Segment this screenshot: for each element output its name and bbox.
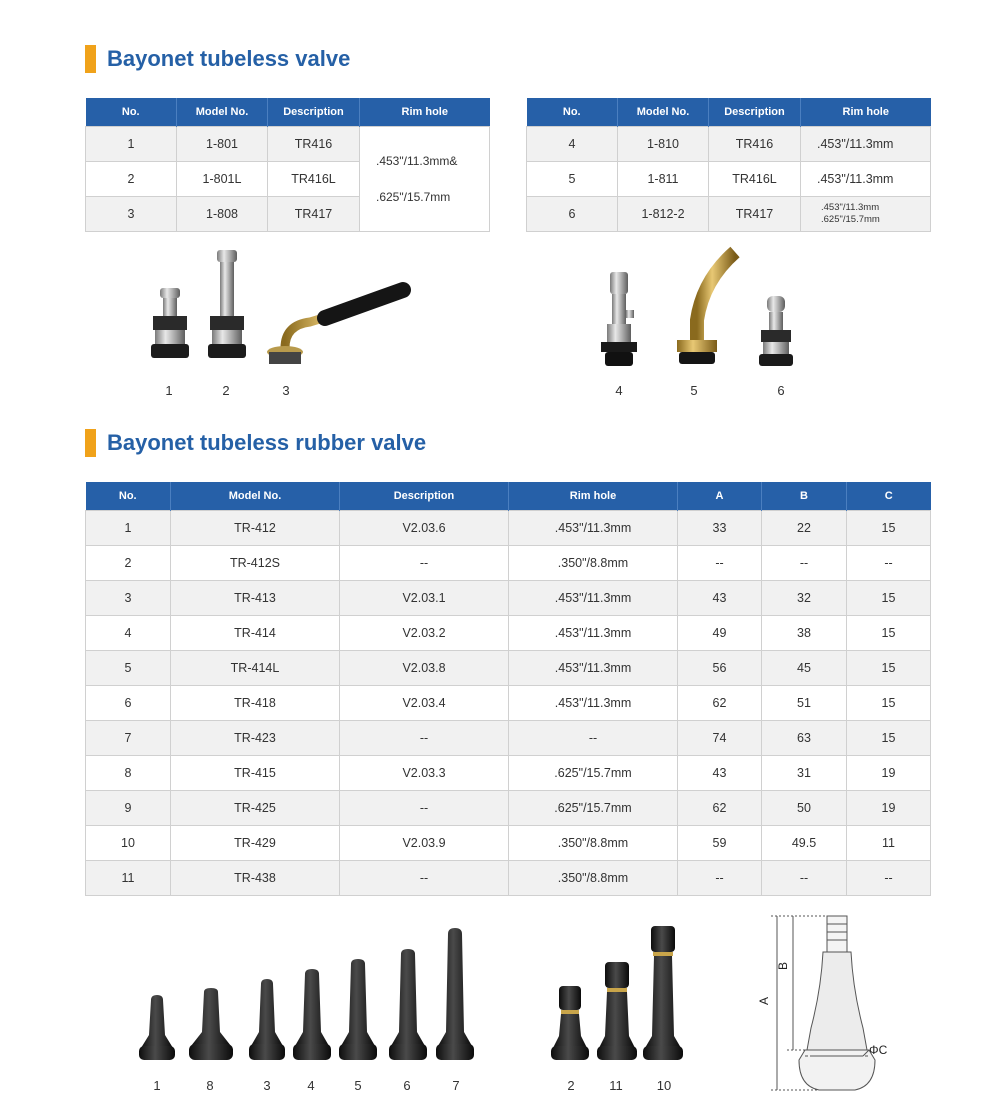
table-row xyxy=(86,685,931,720)
rim-hole-line-2: .625"/15.7mm xyxy=(376,189,451,204)
rim-hole-line-1: .453"/11.3mm xyxy=(821,201,880,213)
rubber-valve-8-image xyxy=(189,988,233,1060)
rubber-valve-7-image xyxy=(436,928,474,1060)
cell-no: 4 xyxy=(527,126,618,161)
cell-model: 1-811 xyxy=(618,161,709,196)
cell-a: 56 xyxy=(678,650,762,685)
col-header-no: No. xyxy=(527,98,618,126)
cell-a: 43 xyxy=(678,755,762,790)
table-row xyxy=(86,580,931,615)
valve-5-image xyxy=(677,252,735,364)
photo-label: 7 xyxy=(452,1078,460,1093)
cell-model: TR-412 xyxy=(171,510,340,545)
cell-b: -- xyxy=(762,860,847,895)
photo-label: 2 xyxy=(567,1078,575,1093)
photo-label: 6 xyxy=(403,1078,411,1093)
cell-no: 1 xyxy=(86,126,177,161)
table-row xyxy=(86,755,931,790)
valve-2-image xyxy=(208,250,246,358)
photo-label: 5 xyxy=(690,383,698,398)
cell-description: TR416L xyxy=(268,161,360,196)
cell-c: 15 xyxy=(847,650,931,685)
cell-a: 74 xyxy=(678,720,762,755)
col-header-rim-hole: Rim hole xyxy=(360,98,490,126)
valve-4-image xyxy=(601,272,637,366)
photo-label: 1 xyxy=(165,383,173,398)
photo-label: 1 xyxy=(153,1078,161,1093)
cell-rim-hole: .350"/8.8mm xyxy=(509,860,678,895)
cell-c: 15 xyxy=(847,510,931,545)
rubber-valve-photo-group-b xyxy=(545,920,690,1072)
col-header-model: Model No. xyxy=(177,98,268,126)
cell-a: -- xyxy=(678,545,762,580)
cell-no: 4 xyxy=(86,615,171,650)
cell-a: 43 xyxy=(678,580,762,615)
cell-b: 63 xyxy=(762,720,847,755)
cell-no: 2 xyxy=(86,545,171,580)
cell-c: 19 xyxy=(847,755,931,790)
cell-description: -- xyxy=(340,860,509,895)
col-header-no: No. xyxy=(86,98,177,126)
cell-model: TR-423 xyxy=(171,720,340,755)
dimension-label-a: A xyxy=(757,996,771,1005)
cell-b: 50 xyxy=(762,790,847,825)
cell-c: 11 xyxy=(847,825,931,860)
valve-6-image xyxy=(759,296,793,366)
rubber-valve-2-image xyxy=(551,986,589,1060)
col-header-no: No. xyxy=(86,482,171,510)
col-header-model: Model No. xyxy=(618,98,709,126)
cell-description: V2.03.2 xyxy=(340,615,509,650)
valve-photo-group-1-3 xyxy=(135,240,425,385)
cell-model: TR-415 xyxy=(171,755,340,790)
cell-rim-hole: .350"/8.8mm xyxy=(509,545,678,580)
section-title-rubber-valve xyxy=(85,429,426,457)
cell-rim-hole: .453"/11.3mm xyxy=(509,580,678,615)
cell-c: 15 xyxy=(847,685,931,720)
table-row xyxy=(86,650,931,685)
cell-a: -- xyxy=(678,860,762,895)
cell-rim-hole-two-line xyxy=(801,196,931,231)
col-header-c: C xyxy=(847,482,931,510)
table-row xyxy=(86,545,931,580)
cell-no: 6 xyxy=(527,196,618,231)
cell-description: V2.03.6 xyxy=(340,510,509,545)
cell-rim-hole: .453"/11.3mm xyxy=(509,615,678,650)
valve-1-image xyxy=(151,288,189,358)
cell-model: 1-810 xyxy=(618,126,709,161)
cell-description: V2.03.9 xyxy=(340,825,509,860)
cell-rim-hole: .453"/11.3mm xyxy=(509,650,678,685)
cell-model: 1-812-2 xyxy=(618,196,709,231)
tubeless-valve-table-left xyxy=(85,98,490,232)
cell-b: 32 xyxy=(762,580,847,615)
table-row xyxy=(86,126,490,161)
section-title-tubeless-valve xyxy=(85,45,350,73)
rubber-valve-3-image xyxy=(249,979,285,1060)
cell-description: TR417 xyxy=(709,196,801,231)
table-row xyxy=(527,126,931,161)
rubber-valve-10-image xyxy=(643,926,683,1060)
cell-no: 7 xyxy=(86,720,171,755)
cell-model: TR-429 xyxy=(171,825,340,860)
cell-rim-hole: .625"/15.7mm xyxy=(509,790,678,825)
col-header-description: Description xyxy=(709,98,801,126)
tubeless-valve-table-right xyxy=(526,98,931,232)
cell-no: 8 xyxy=(86,755,171,790)
rubber-valve-6-image xyxy=(389,949,427,1060)
cell-description: -- xyxy=(340,720,509,755)
cell-c: 15 xyxy=(847,615,931,650)
photo-label: 3 xyxy=(263,1078,271,1093)
cell-c: 15 xyxy=(847,580,931,615)
table-row xyxy=(527,196,931,231)
section-title-text: Bayonet tubeless valve xyxy=(107,46,351,71)
title-accent-bar xyxy=(85,429,96,457)
col-header-model: Model No. xyxy=(171,482,340,510)
photo-label: 6 xyxy=(777,383,785,398)
cell-c: -- xyxy=(847,860,931,895)
photo-label: 10 xyxy=(656,1078,672,1093)
cell-no: 5 xyxy=(86,650,171,685)
cell-b: 51 xyxy=(762,685,847,720)
table-row xyxy=(527,161,931,196)
cell-description: TR417 xyxy=(268,196,360,231)
cell-rim-hole: .453"/11.3mm xyxy=(509,510,678,545)
cell-a: 33 xyxy=(678,510,762,545)
rim-hole-line-1: .453"/11.3mm& xyxy=(376,153,458,168)
cell-model: 1-801L xyxy=(177,161,268,196)
cell-description: V2.03.3 xyxy=(340,755,509,790)
photo-label: 3 xyxy=(282,383,290,398)
cell-a: 49 xyxy=(678,615,762,650)
photo-label: 11 xyxy=(609,1078,623,1093)
rubber-valve-5-image xyxy=(339,959,377,1060)
title-accent-bar xyxy=(85,45,96,73)
cell-b: 22 xyxy=(762,510,847,545)
cell-description: V2.03.4 xyxy=(340,685,509,720)
table-row xyxy=(86,790,931,825)
cell-description: TR416 xyxy=(709,126,801,161)
table-row xyxy=(86,825,931,860)
dimension-label-b: B xyxy=(776,961,790,970)
col-header-rim-hole: Rim hole xyxy=(509,482,678,510)
cell-rim-hole: .453"/11.3mm xyxy=(801,161,931,196)
rubber-valve-table xyxy=(85,482,931,896)
cell-description: TR416 xyxy=(268,126,360,161)
photo-label: 4 xyxy=(615,383,623,398)
cell-description: TR416L xyxy=(709,161,801,196)
valve-dimension-diagram xyxy=(755,910,905,1100)
valve-3-image xyxy=(267,290,403,364)
rubber-valve-1-image xyxy=(139,995,175,1060)
cell-c: -- xyxy=(847,545,931,580)
cell-description: V2.03.1 xyxy=(340,580,509,615)
table-row xyxy=(86,510,931,545)
table-row xyxy=(86,720,931,755)
table-row xyxy=(86,615,931,650)
cell-c: 15 xyxy=(847,720,931,755)
cell-rim-hole: .350"/8.8mm xyxy=(509,825,678,860)
cell-b: 31 xyxy=(762,755,847,790)
cell-no: 2 xyxy=(86,161,177,196)
cell-b: 45 xyxy=(762,650,847,685)
cell-model: TR-438 xyxy=(171,860,340,895)
cell-no: 11 xyxy=(86,860,171,895)
cell-model: TR-414 xyxy=(171,615,340,650)
photo-label: 2 xyxy=(222,383,230,398)
cell-rim-hole: .453"/11.3mm xyxy=(509,685,678,720)
rubber-valve-photo-group-a xyxy=(135,920,480,1072)
dimension-label-c: ΦC xyxy=(869,1043,888,1057)
photo-label: 5 xyxy=(354,1078,362,1093)
rubber-valve-4-image xyxy=(293,969,331,1060)
rim-hole-line-2: .625"/15.7mm xyxy=(821,213,880,225)
photo-label: 8 xyxy=(206,1078,214,1093)
col-header-description: Description xyxy=(268,98,360,126)
cell-rim-hole-merged xyxy=(360,126,490,231)
cell-c: 19 xyxy=(847,790,931,825)
cell-b: 49.5 xyxy=(762,825,847,860)
rubber-valve-11-image xyxy=(597,962,637,1060)
cell-rim-hole: -- xyxy=(509,720,678,755)
cell-a: 62 xyxy=(678,685,762,720)
cell-no: 10 xyxy=(86,825,171,860)
cell-no: 1 xyxy=(86,510,171,545)
cell-model: TR-418 xyxy=(171,685,340,720)
cell-no: 9 xyxy=(86,790,171,825)
valve-photo-group-4-6 xyxy=(585,240,815,385)
cell-rim-hole: .453"/11.3mm xyxy=(801,126,931,161)
cell-model: 1-808 xyxy=(177,196,268,231)
section-title-text: Bayonet tubeless rubber valve xyxy=(107,430,427,455)
cell-no: 6 xyxy=(86,685,171,720)
cell-model: TR-413 xyxy=(171,580,340,615)
cell-model: TR-412S xyxy=(171,545,340,580)
col-header-a: A xyxy=(678,482,762,510)
cell-b: 38 xyxy=(762,615,847,650)
cell-description: -- xyxy=(340,790,509,825)
cell-description: V2.03.8 xyxy=(340,650,509,685)
col-header-b: B xyxy=(762,482,847,510)
cell-model: 1-801 xyxy=(177,126,268,161)
cell-rim-hole: .625"/15.7mm xyxy=(509,755,678,790)
cell-model: TR-414L xyxy=(171,650,340,685)
cell-no: 3 xyxy=(86,196,177,231)
table-row xyxy=(86,860,931,895)
col-header-description: Description xyxy=(340,482,509,510)
cell-model: TR-425 xyxy=(171,790,340,825)
cell-a: 62 xyxy=(678,790,762,825)
cell-a: 59 xyxy=(678,825,762,860)
cell-description: -- xyxy=(340,545,509,580)
col-header-rim-hole: Rim hole xyxy=(801,98,931,126)
cell-no: 5 xyxy=(527,161,618,196)
cell-b: -- xyxy=(762,545,847,580)
photo-label: 4 xyxy=(307,1078,315,1093)
cell-no: 3 xyxy=(86,580,171,615)
